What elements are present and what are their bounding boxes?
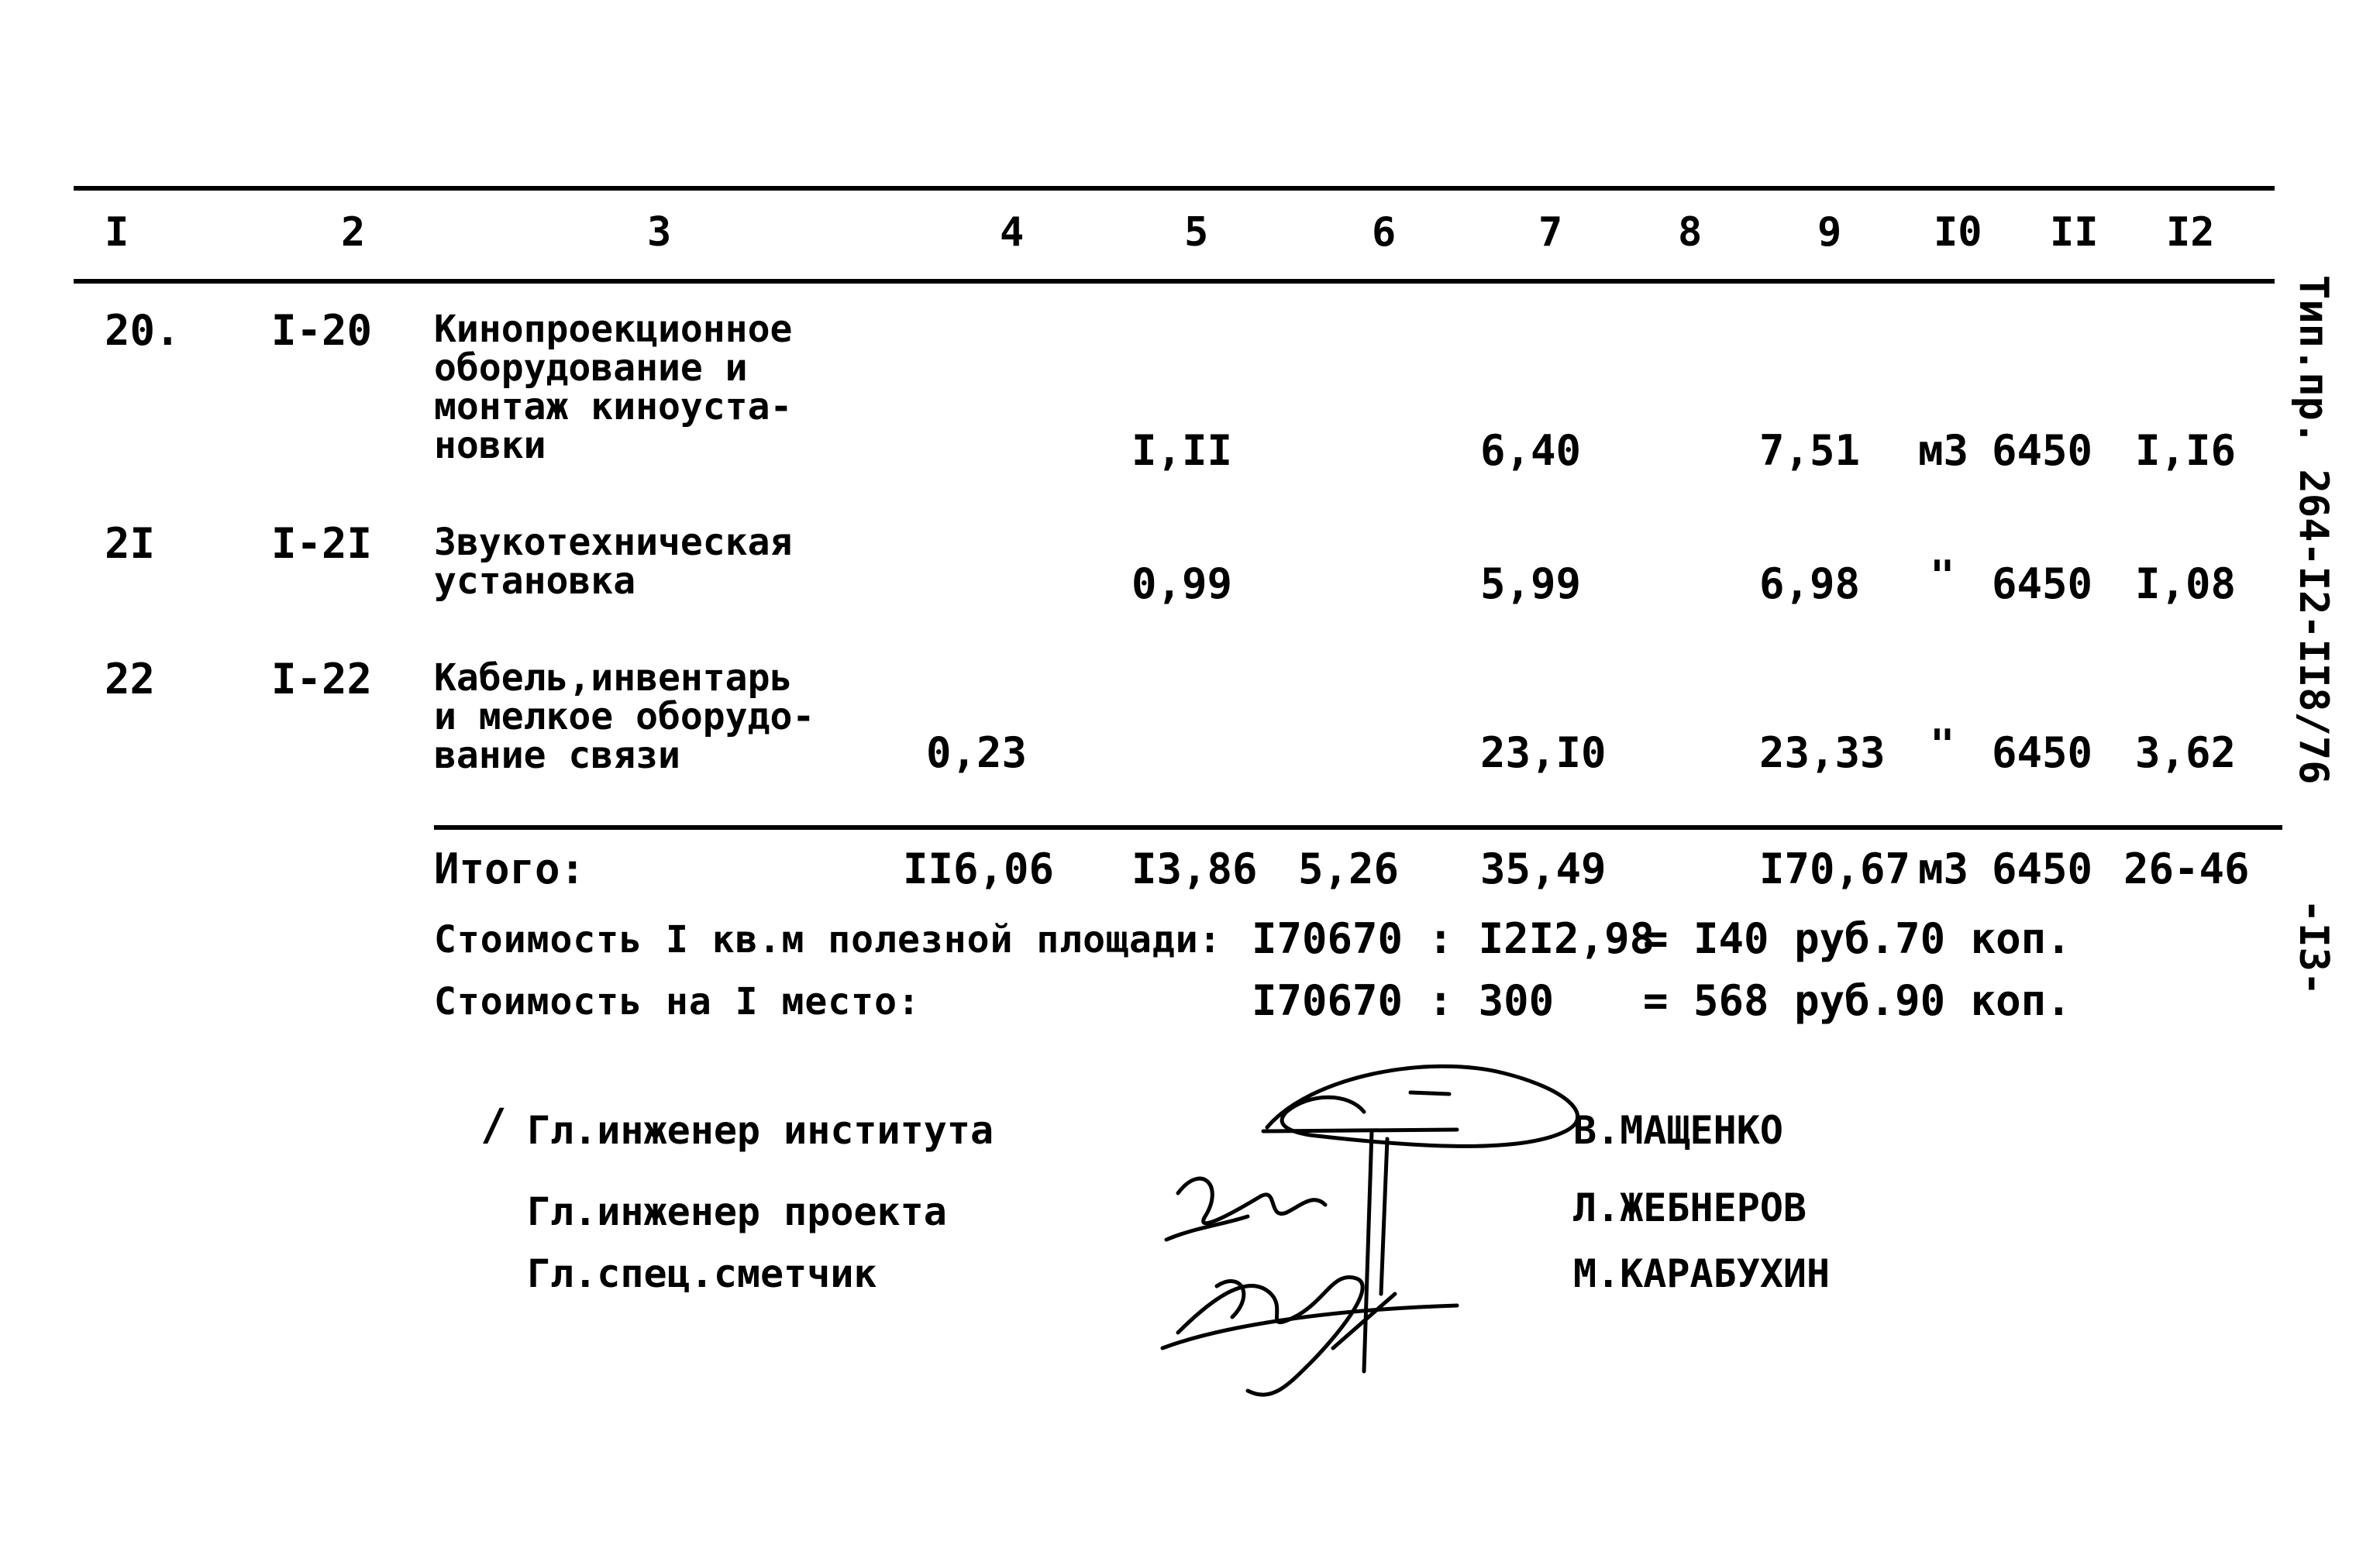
document-code-vertical: Тип.пр. 264-I2-II8/76 <box>2290 275 2337 785</box>
total-label: Итого: <box>434 845 586 893</box>
header-bottom-rule <box>74 279 2275 284</box>
header-top-rule <box>74 186 2275 191</box>
row-code: I-20 <box>271 306 373 355</box>
col-header-5: 5 <box>1184 209 1209 256</box>
total-rule <box>434 825 2282 830</box>
col-header-9: 9 <box>1817 209 1842 256</box>
row-col10: " <box>1930 721 1955 769</box>
row-number: 2I <box>105 519 156 568</box>
col-header-6: 6 <box>1372 209 1397 256</box>
row-col9: 23,33 <box>1759 728 1886 777</box>
row-col12: I,08 <box>2135 559 2237 608</box>
row-number: 22 <box>105 655 156 704</box>
row-col11: 6450 <box>1992 728 2093 777</box>
row-col7: 5,99 <box>1480 559 1582 608</box>
total-col12: 26-46 <box>2123 845 2250 893</box>
row-col7: 23,I0 <box>1480 728 1607 777</box>
cost-per-seat-label: Стоимость на I место: <box>434 980 921 1023</box>
col-header-10: I0 <box>1934 209 1982 256</box>
page-number-vertical: -I3- <box>2290 899 2337 996</box>
handwritten-signatures <box>1131 1038 1596 1402</box>
col-header-3: 3 <box>647 209 672 256</box>
row-description: Звукотехническая установка <box>434 521 793 603</box>
total-col11: 6450 <box>1992 845 2093 893</box>
col-header-7: 7 <box>1538 209 1563 256</box>
row-col5: I,II <box>1131 426 1233 475</box>
col-header-2: 2 <box>341 209 366 256</box>
signature-title-chief-engineer-institute: Гл.инженер института <box>527 1108 994 1153</box>
signature-name-2: Л.ЖЕБНЕРОВ <box>1573 1185 1807 1230</box>
total-col10: м3 <box>1918 845 1969 893</box>
signature-name-3: М.КАРАБУХИН <box>1573 1251 1831 1296</box>
row-col12: I,I6 <box>2135 426 2237 475</box>
row-code: I-2I <box>271 519 373 568</box>
col-header-12: I2 <box>2166 209 2215 256</box>
signature-tick-mark: / <box>480 1100 507 1151</box>
total-col7: 35,49 <box>1480 845 1607 893</box>
cost-per-seat-result: = 568 руб.90 коп. <box>1643 976 2072 1025</box>
cost-per-sqm-result: = I40 руб.70 коп. <box>1643 914 2072 963</box>
col-header-4: 4 <box>1000 209 1025 256</box>
row-col9: 6,98 <box>1759 559 1861 608</box>
row-col9: 7,51 <box>1759 426 1861 475</box>
row-col5: 0,99 <box>1131 559 1233 608</box>
col-header-8: 8 <box>1678 209 1703 256</box>
col-header-11: II <box>2050 209 2099 256</box>
signature-title-chief-engineer-project: Гл.инженер проекта <box>527 1189 947 1234</box>
cost-per-sqm-label: Стоимость I кв.м полезной площади: <box>434 918 1222 962</box>
total-col5: I3,86 <box>1131 845 1258 893</box>
row-col11: 6450 <box>1992 426 2093 475</box>
col-header-1: I <box>105 209 129 256</box>
total-col9: I70,67 <box>1759 845 1911 893</box>
cost-per-sqm-formula: I70670 : I2I2,98 <box>1252 914 1655 963</box>
row-col4: 0,23 <box>926 728 1028 777</box>
row-col10: м3 <box>1918 426 1969 475</box>
cost-per-seat-formula: I70670 : 300 <box>1252 976 1555 1025</box>
row-col12: 3,62 <box>2135 728 2237 777</box>
row-description: Кинопроекционное оборудование и монтаж киноуста- новки <box>434 308 793 467</box>
row-description: Кабель,инвентарь и мелкое оборудо- вание связи <box>434 656 815 777</box>
signature-title-chief-estimator: Гл.спец.сметчик <box>527 1251 877 1296</box>
row-number: 20. <box>105 306 181 355</box>
total-col6: 5,26 <box>1298 845 1400 893</box>
total-col4: II6,06 <box>903 845 1055 893</box>
signature-name-1: В.МАЩЕНКО <box>1573 1108 1783 1153</box>
row-col7: 6,40 <box>1480 426 1582 475</box>
row-col11: 6450 <box>1992 559 2093 608</box>
row-code: I-22 <box>271 655 373 704</box>
row-col10: " <box>1930 552 1955 600</box>
